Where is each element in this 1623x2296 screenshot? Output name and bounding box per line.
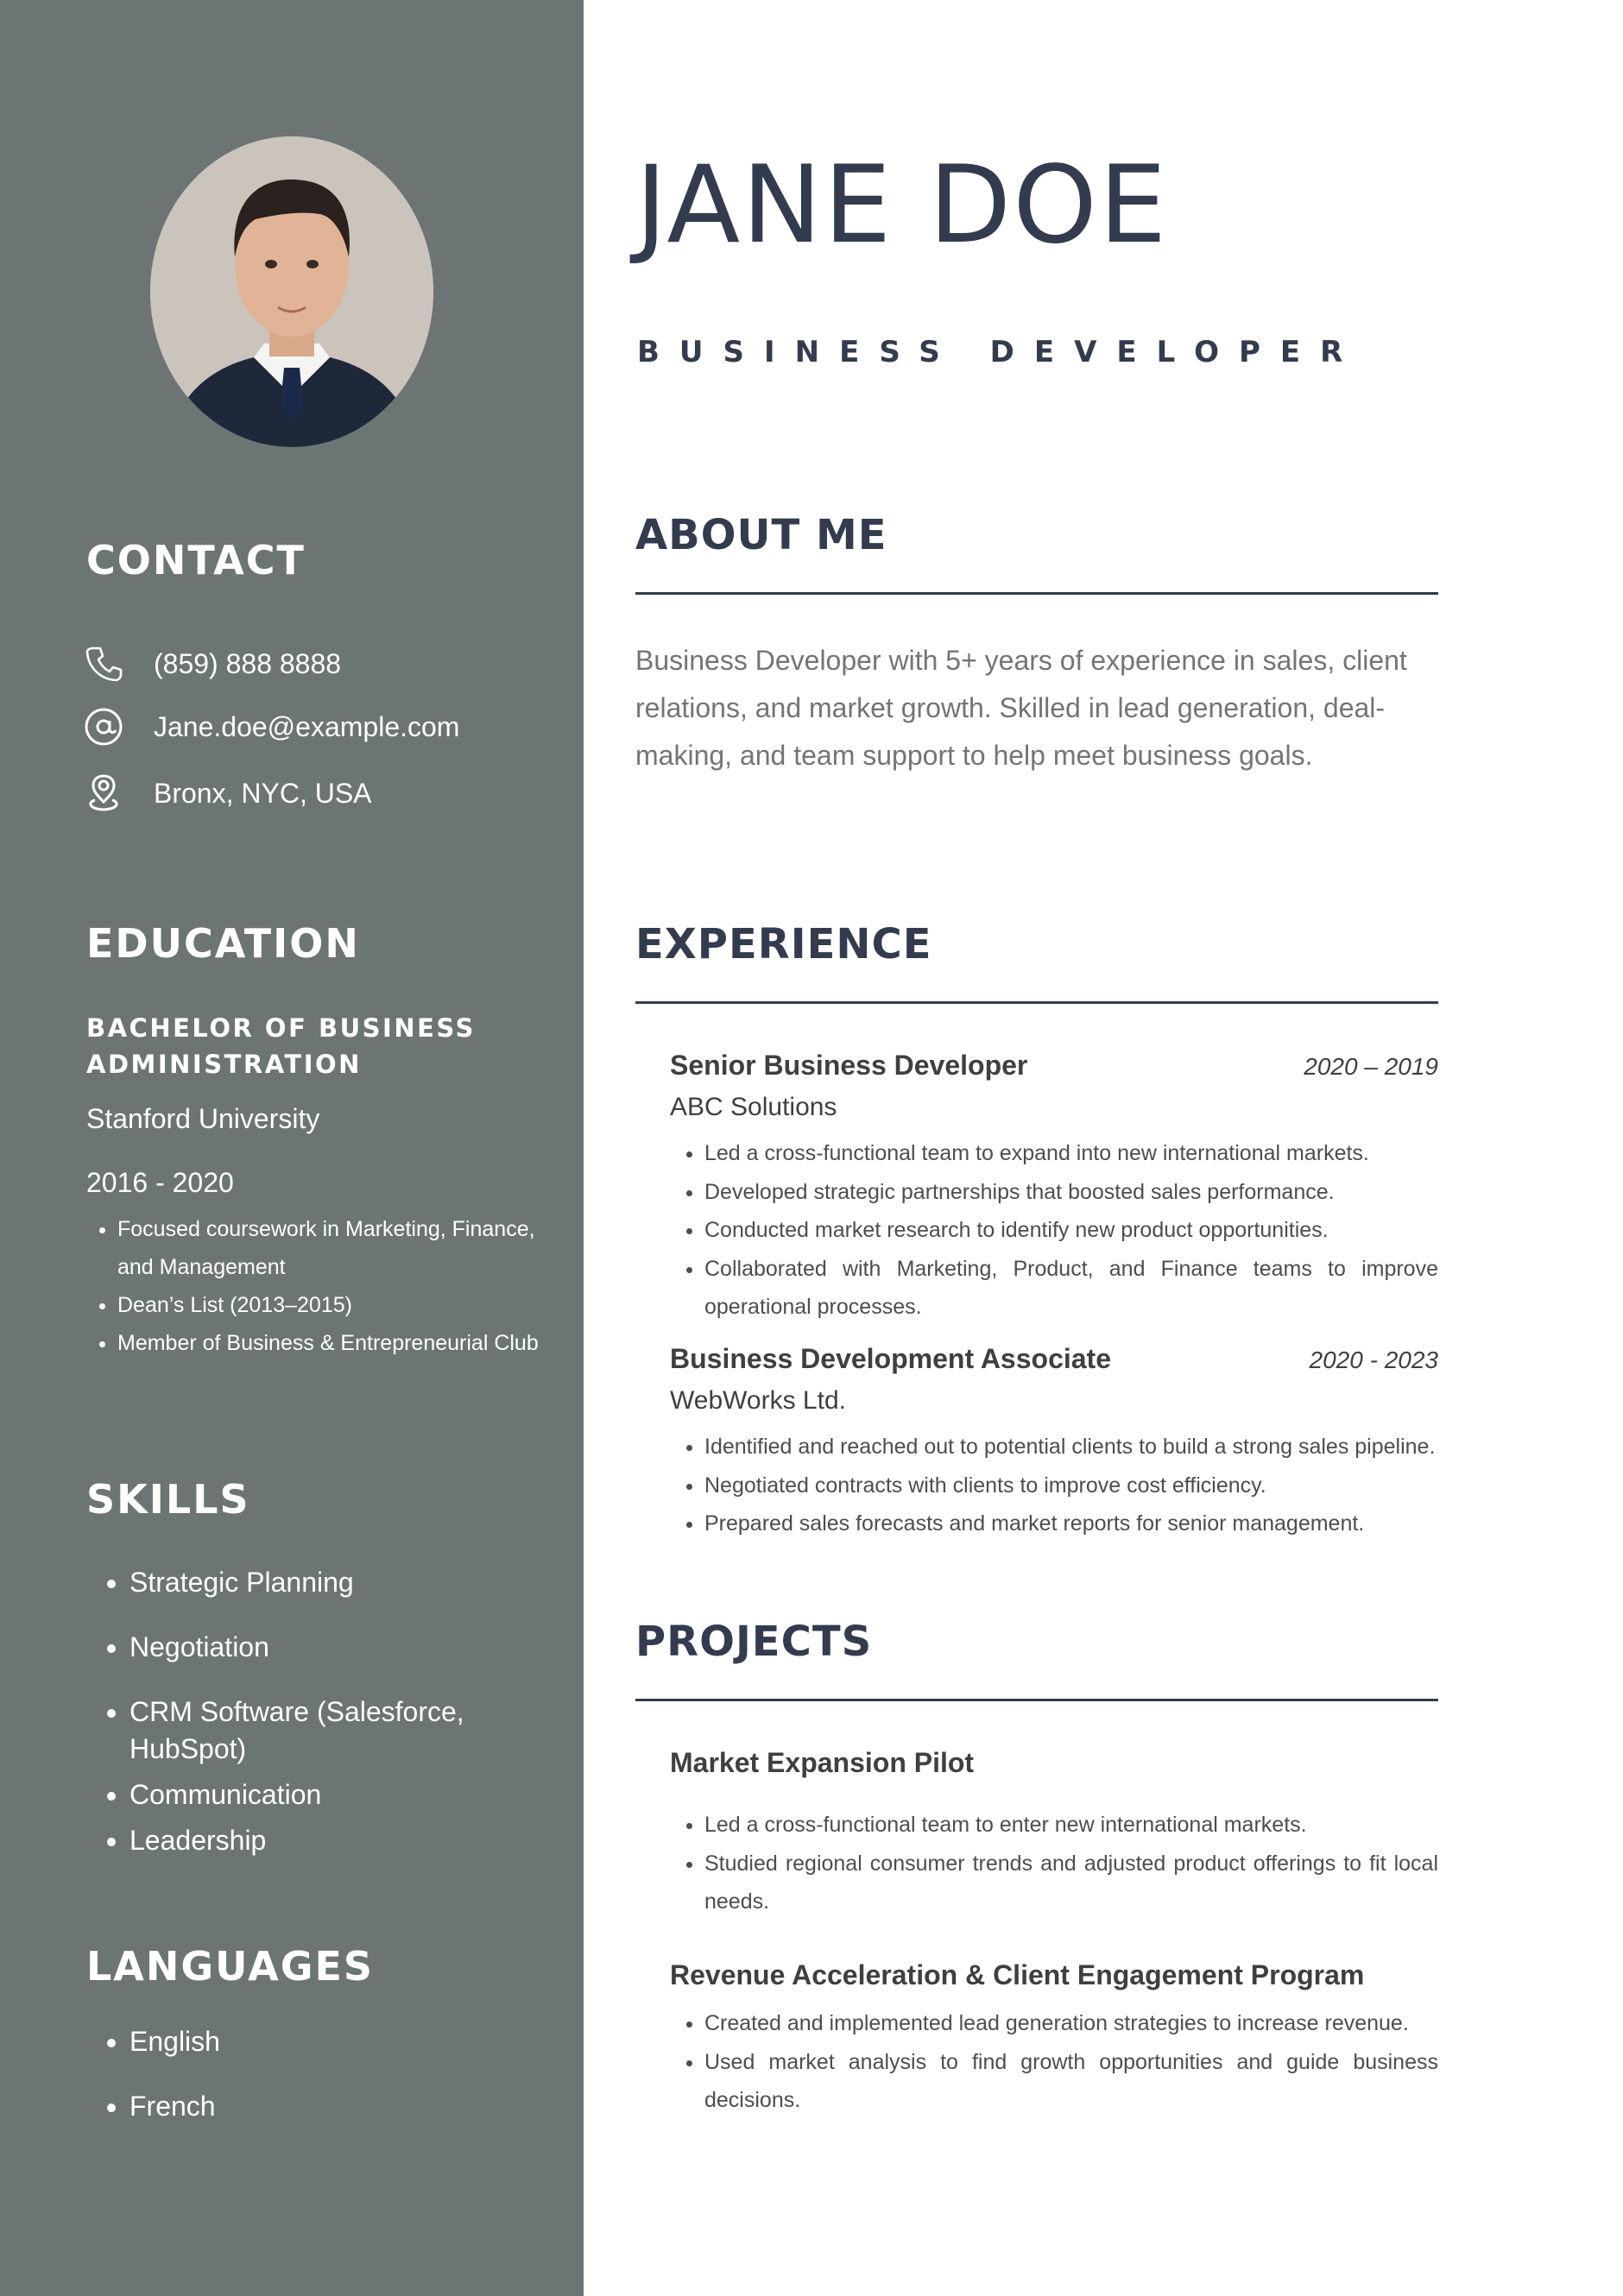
education-years: 2016 - 2020 [86,1167,234,1198]
job-title-headline: BUSINESS DEVELOPER [637,335,1363,369]
project-bullets [670,1806,1438,1921]
list-item: • Negotiated contracts with clients to improve cost efficiency. [704,1467,1438,1505]
contact-email [83,706,459,747]
list-item: • Developed strategic partnerships that boosted sales performance. [704,1173,1438,1212]
phone-text[interactable]: (859) 888 8888 [154,647,342,679]
phone-icon [83,643,124,684]
project-bullets [670,2004,1438,2120]
list-item: • Collaborated with Marketing, Product, and Finance teams to improve operational processes. [704,1250,1438,1327]
divider [635,1001,1438,1004]
portrait-image [150,136,433,447]
list-item: • Used market analysis to find growth opportunities and guide business decisions. [704,2043,1438,2120]
about-text: Business Developer with 5+ years of experience in sales, client relations, and market growth. Skilled in lead generation, deal-making, and team support to help meet business goals. [635,645,1407,771]
job-header [670,1343,1438,1375]
about-heading: ABOUT ME [635,511,887,559]
job-title: Senior Business Developer [670,1050,1028,1081]
list-item: • Leadership [129,1822,501,1859]
list-item: • Led a cross-functional team to enter new international markets. [704,1806,1438,1845]
list-item: • French [129,2088,220,2125]
list-item: • Communication [129,1776,501,1813]
list-item: • Created and implemented lead generation strategies to increase revenue. [704,2004,1438,2043]
at-icon [83,706,124,747]
job-bullets [670,1428,1438,1543]
candidate-name: JANE DOE [635,143,1169,268]
languages-list [95,2023,220,2153]
divider [635,1699,1438,1701]
projects-heading: PROJECTS [635,1618,873,1666]
job-dates: 2020 – 2019 [1304,1053,1438,1080]
university-name: Stanford University [86,1103,320,1134]
list-item: • Dean’s List (2013–2015) [117,1286,549,1324]
education-list [86,1210,549,1362]
list-item: • Member of Business & Entrepreneurial Club [117,1324,549,1362]
skills-heading: SKILLS [86,1476,250,1523]
list-item: • Studied regional consumer trends and adjusted product offerings to fit local needs. [704,1845,1438,1921]
sidebar [0,0,584,2296]
languages-heading: LANGUAGES [86,1943,375,1990]
experience-heading: EXPERIENCE [635,920,932,968]
company-name: ABC Solutions [670,1093,837,1121]
location-pin-icon [83,773,124,814]
email-link[interactable]: Jane.doe@example.com [154,710,460,742]
list-item: • CRM Software (Salesforce, HubSpot) [129,1694,501,1768]
skills-list [95,1564,501,1887]
job-dates: 2020 - 2023 [1309,1347,1438,1373]
list-item: • Identified and reached out to potential clients to build a strong sales pipeline. [704,1428,1438,1467]
list-item: • Conducted market research to identify new product opportunities. [704,1211,1438,1250]
list-item: • Strategic Planning [129,1564,501,1601]
job-header [670,1050,1438,1082]
divider [635,592,1438,595]
contact-phone [83,643,341,684]
degree-title: BACHELOR OF BUSINESS ADMINISTRATION [86,1013,476,1079]
address-text: Bronx, NYC, USA [154,777,372,809]
list-item: • Prepared sales forecasts and market reports for senior management. [704,1504,1438,1543]
contact-address [83,773,372,814]
project-title: Market Expansion Pilot [670,1747,975,1778]
job-title: Business Development Associate [670,1343,1111,1374]
list-item: • Led a cross-functional team to expand into new international markets. [704,1134,1438,1173]
job-bullets [670,1134,1438,1327]
profile-photo [150,136,433,447]
list-item: • Negotiation [129,1629,501,1666]
education-heading: EDUCATION [86,920,360,967]
list-item: • English [129,2023,220,2060]
project-title: Revenue Acceleration & Client Engagement Program [670,1959,1365,1990]
list-item: • Focused coursework in Marketing, Finance, and Management [117,1210,549,1286]
contact-heading: CONTACT [86,537,306,583]
company-name: WebWorks Ltd. [670,1386,846,1415]
